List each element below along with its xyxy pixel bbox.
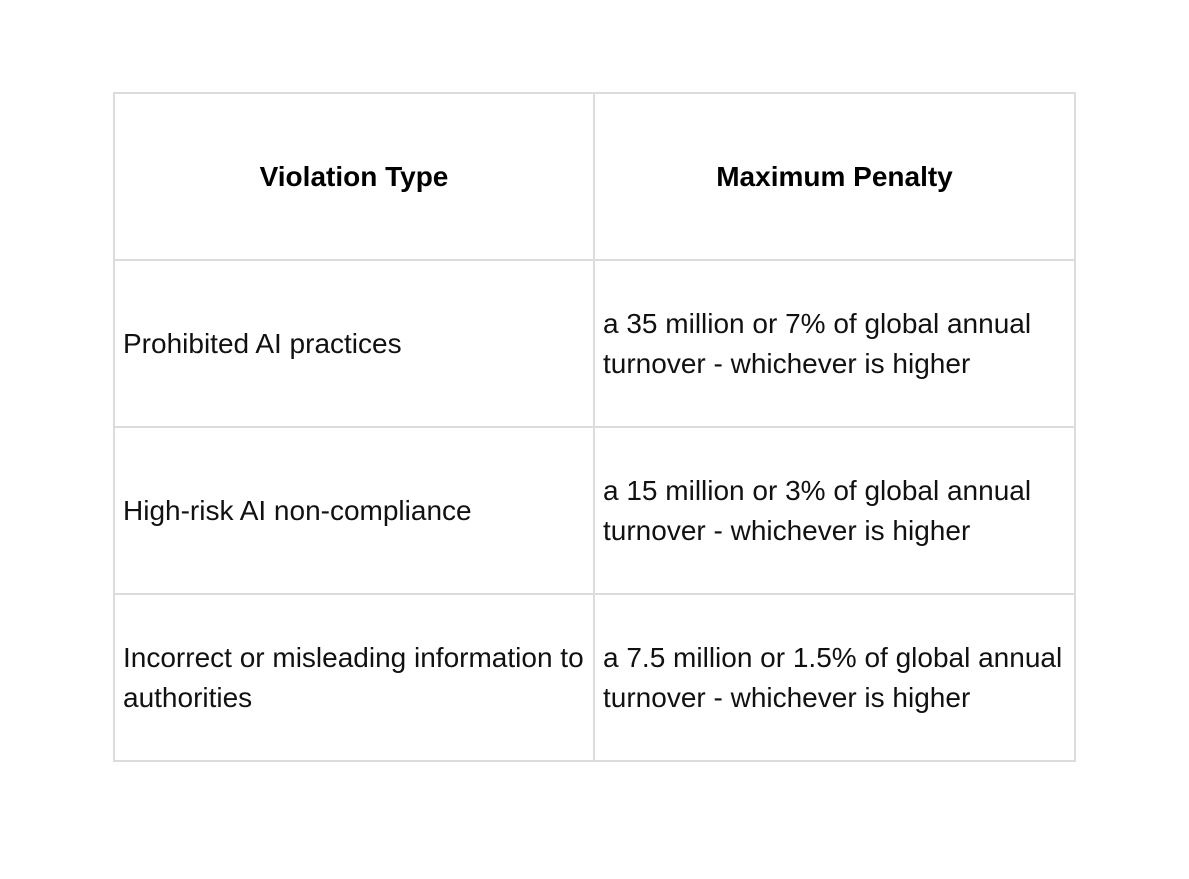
header-violation-type: Violation Type bbox=[114, 93, 594, 260]
violation-cell: Incorrect or misleading information to authorities bbox=[114, 594, 594, 761]
violation-cell: High-risk AI non-compliance bbox=[114, 427, 594, 594]
header-maximum-penalty: Maximum Penalty bbox=[594, 93, 1075, 260]
table-row bbox=[114, 594, 1075, 761]
table-row bbox=[114, 260, 1075, 427]
table-body bbox=[114, 260, 1075, 761]
violation-cell: Prohibited AI practices bbox=[114, 260, 594, 427]
header-row bbox=[114, 93, 1075, 260]
table-row bbox=[114, 427, 1075, 594]
penalty-cell: a 7.5 million or 1.5% of global annual turnover - whichever is higher bbox=[594, 594, 1075, 761]
penalty-table bbox=[113, 92, 1076, 762]
table-header bbox=[114, 93, 1075, 260]
penalty-cell: a 35 million or 7% of global annual turnover - whichever is higher bbox=[594, 260, 1075, 427]
penalty-cell: a 15 million or 3% of global annual turnover - whichever is higher bbox=[594, 427, 1075, 594]
